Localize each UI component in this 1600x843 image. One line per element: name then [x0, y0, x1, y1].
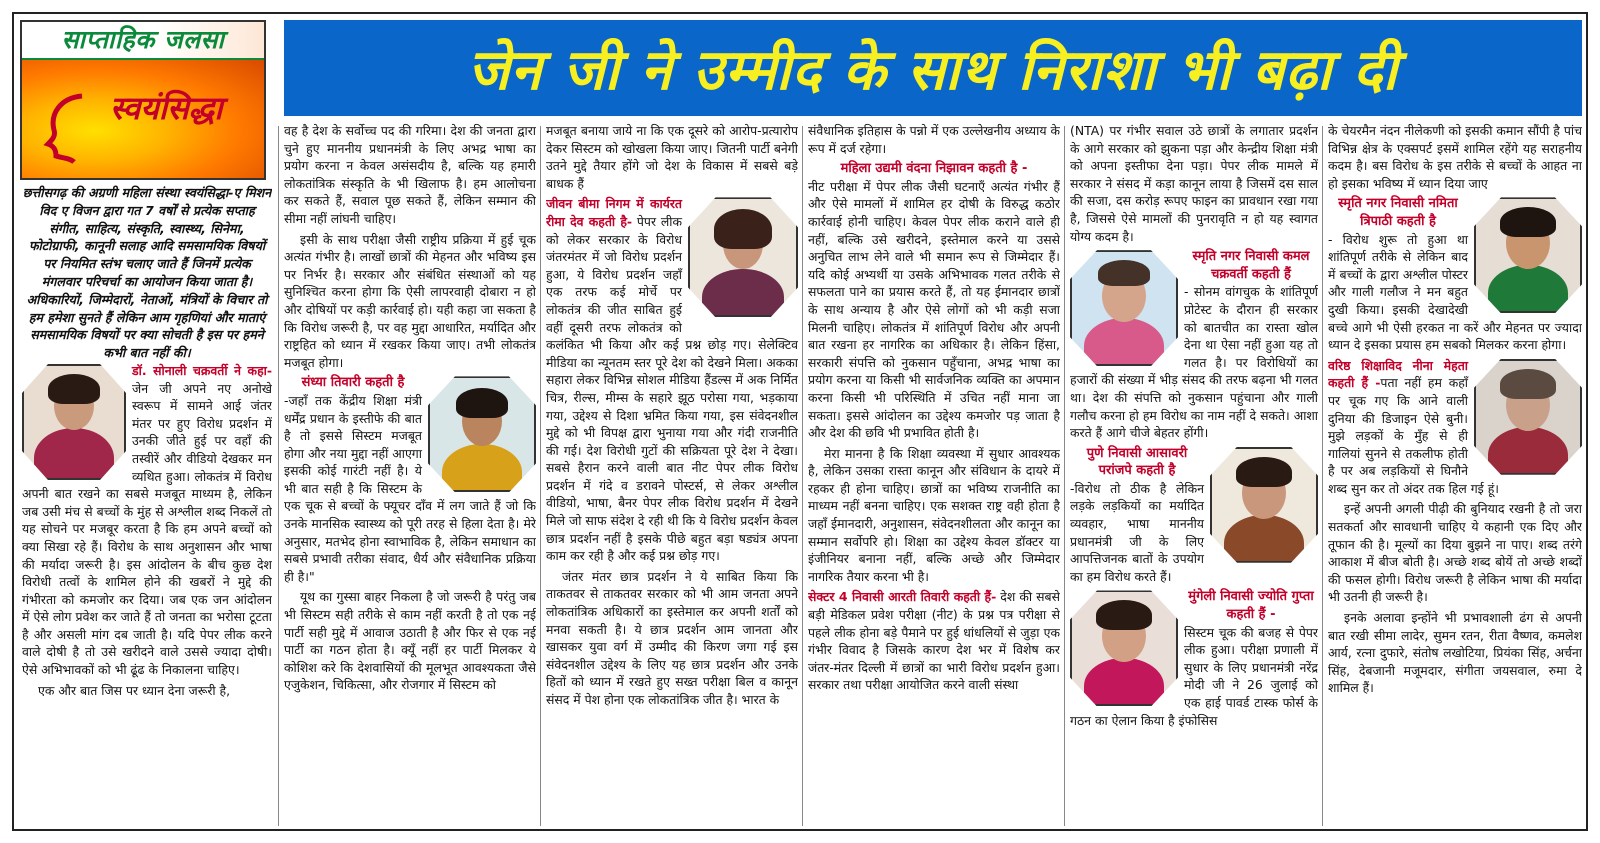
masthead-title: साप्ताहिक जलसा — [22, 22, 264, 60]
photo-namita-tripathi — [1474, 197, 1582, 313]
paragraph: के चेयरमैन नंदन नीलेकणी को इसकी कमान सौंपी है पांच विभिन्न क्षेत्र के एक्सपर्ट इसमें शामिल रहेंगे यह सराहनीय कदम है। बस विरोध के इस तरीके से बच्चों के आहत ना हो इसका भविष्य में ध्यान दिया जाए — [1328, 123, 1582, 191]
photo-reema-dev — [688, 197, 798, 317]
intro-text: छत्तीसगढ़ की अग्रणी महिला संस्था स्वयंसिद्धा-ए मिशन विद ए विजन द्वारा गत 7 वर्षों से प्रत्येक सप्ताह संगीत, साहित्य, संस्कृति, स्वास्थ्य, सिनेमा, फोटोग्राफी, कानूनी सलाह आदि समसामयिक विषयों पर नियमित स्तंभ चलाए जाते हैं जिनमें प्रत्येक मंगलवार परिचर्चा का आयोजन किया जाता है। अधिकारियों, जिम्मेदारों, नेताओं, मंत्रियों के विचार तो हम हमेशा सुनते हैं लेकिन आम गृहणियां और माताएं समसामयिक विषयों पर क्या सोचती है इस पर हमने कभी बात नहीं की। — [22, 185, 272, 361]
column-6 — [1328, 122, 1582, 824]
masthead — [20, 20, 266, 180]
column-2 — [284, 122, 536, 824]
paragraph: यूथ का गुस्सा बाहर निकला है जो जरूरी है परंतु जब भी सिस्टम सही तरीके से काम नहीं करती है तो एक नई पार्टी सही मुद्दे में आवाज उठाती है और फिर से एक नई पार्टी का गठन होता है। क्यूँ नहीं हर पार्टी मिलकर ये कोशिश करे कि देशवासियों की मूलभूत आवश्यकता जैसे एजुकेशन, चिकित्सा, और रोजगार में सिस्टम को — [284, 589, 536, 693]
paragraph: (NTA) पर गंभीर सवाल उठे छात्रों के लगातार प्रदर्शन के आगे सरकार को झुकना पड़ा और केन्द्रीय शिक्षा मंत्री को अपना इस्तीफा देना पड़ा। पेपर लीक मामले में सरकार ने संसद में कड़ा कानून लाया है जिसमें दस साल की सजा, दस करोड़ रूपए फाइन का प्रावधान रखा गया है, जिससे ऐसे मामलों की पुनरावृति न हो यह स्वागत योग्य कदम है। — [1070, 123, 1318, 244]
newspaper-page — [12, 12, 1588, 831]
paragraph: जेन जी अपने नए अनोखे स्वरूप में सामने आई जंतर मंतर पर हुए विरोध प्रदर्शन में उनकी जीते हुई पर वहाँ की तस्वीरें और वीडियो देखकर मन व्यथित हुआ। लोकतंत्र में विरोध अपनी बात रखने का सबसे मजबूत माध्यम है, लेकिन जब उसी मंच से बच्चों के मुंह से अश्लील शब्द निकलें तो यह सोचने पर मजबूर करता है कि हम अपने बच्चों को क्या सिखा रहे हैं। विरोध के साथ अनुशासन और भाषा की मर्यादा जरूरी है। इस आंदोलन के बीच कुछ देश विरोधी तत्वों के शामिल होने की खबरों ने मुद्दे की गंभीरता को कमजोर कर दिया। जब एक जन आंदोलन में ऐसे लोग प्रवेश कर जाते हैं तो जनता का भरोसा टूटता है और असली मांग दब जाती है। यदि पेपर लीक करने वाले दोषी है तो उसे खरीदने वाले उससे ज्यादा दोषी। ऐसे अभिभावकों को भी ढूंढ के निकालना चाहिए। — [22, 380, 272, 678]
column-1 — [22, 184, 272, 824]
photo-sonali-chakraborty — [22, 364, 126, 480]
paragraph: वह है देश के सर्वोच्च पद की गरिमा। देश की जनता द्वारा चुने हुए माननीय प्रधानमंत्री के लिए अभद्र भाषा का प्रयोग करना न केवल असंसदीय है, बल्कि यह हमारी लोकतांत्रिक संस्कृति के भी खिलाफ है। हम आलोचना कर सकते हैं, सवाल पूछ सकते हैं, लेकिन सम्मान की सीमा नहीं लांघनी चाहिए। — [284, 123, 536, 226]
paragraph: पता नहीं हम कहाँ पर चूक गए कि आने वाली दुनिया की डिजाइन ऐसे बुनी। मुझे लड़कों के मुँह से ही गालियां सुनने से तकलीफ होती है पर अब लड़कियों से घिनौने शब्द सुन कर तो अंदर तक हिल गई हूं। — [1328, 375, 1499, 496]
speaker-name: पुणे निवासी आसावरी परांजपे कहती है — [1086, 445, 1188, 479]
masthead-brand: स्वयंसिद्धा — [110, 89, 223, 127]
paragraph: पेपर लीक को लेकर सरकार के विरोध जंतरमंतर में जो विरोध प्रदर्शन हुआ, ये विरोध प्रदर्शन जहाँ एक तरफ कई मोर्चे पर लोकतंत्र की जीत साबित हुई वहीं दूसरी तरफ लोकतंत्र को कलंकित भी किया और कई प्रश्न छोड़ गए। सेलेक्टिव मीडिया का न्यूनतम स्तर पूरे देश को देखने मिला। अकका सहारा लेकर विभिन्न सोशल मीडिया हैंडल्स में अक निर्मित चित्र, रील्स, मीम्स के सहारे झूठ परोसा गया, भड़काया गया, उद्देश्य से दिशा भ्रमित किया गया, इस संवेदनशील मुद्दे को भी विपक्ष द्वारा भुनाया गया और गंदी राजनीति की गई। देश विरोधी गुटों की सक्रियता पूरे देश ने देखा। सबसे हैरान करने वाली बात नीट पेपर लीक विरोध प्रदर्शन में गंदे व डरावने पोस्टर्स, से लेकर अश्लील वीडियो, भाषा, बैनर पेपर लीक विरोध प्रदर्शन में देखने मिले जो साफ संदेश दे रही थी कि ये विरोध प्रदर्शन केवल छात्र प्रदर्शन नहीं है इसके पीछे बहुत बड़ा षड्यंत्र अपना काम कर रही है और कई प्रश्न छोड़ गए। — [546, 213, 798, 564]
paragraph: इन्हें अपनी अगली पीढ़ी की बुनियाद रखनी है तो जरा सतकर्ता और सावधानी चाहिए ये कहानी एक दिए और तूफान की है। मूल्यों का दिया बुझने ना पाए। शब्द तरंगे आकाश में बीज बोती है। अच्छे शब्द बोयें तो अच्छे शब्दों की फसल होगी। विरोध जरूरी है लेकिन भाषा की मर्यादा भी उतनी ही जरूरी है। — [1328, 501, 1582, 605]
paragraph: इनके अलावा इन्होंने भी प्रभावशाली ढंग से अपनी बात रखी सीमा लादेर, सुमन रतन, रीता वैष्णव, कमलेश आर्य, रत्ना दुफारे, संतोष लखोटिया, प्रियंका सिंह, अर्चना सिंह, देबजानी मजूमदार, संगीता जयसवाल, रुमा दे शामिल हैं। — [1328, 610, 1582, 696]
paragraph: -जहाँ तक केंद्रीय शिक्षा मंत्री धर्मेंद्र प्रधान के इस्तीफे की बात है तो इससे सिस्टम मजबूत होगा और नया मुद्दा नहीं आएगा इसकी कोई गारंटी नहीं है। ये भी बात सही है कि सिस्टम के एक चूक से बच्चों के फ्यूचर दाँव में लग जाते हैं जो कि उनके मानसिक स्वास्थ्य को पूरी तरह से हिला देता है। मेरे अनुसार, मतभेद होना स्वाभाविक है, लेकिन समाधान का सबसे प्रभावी तरीका संवाद, धैर्य और संवैधानिक प्रक्रिया ही है।" — [284, 392, 536, 584]
column-divider — [540, 126, 541, 826]
paragraph: संवैधानिक इतिहास के पन्नो में एक उल्लेखनीय अध्याय के रूप में दर्ज रहेगा। — [808, 123, 1060, 156]
photo-asavari-paranjape — [1210, 447, 1318, 563]
photo-sandhya-tiwari — [428, 376, 536, 492]
speaker-name: सेक्टर 4 निवासी आरती तिवारी कहती हैं- — [808, 589, 997, 605]
speaker-name: डॉ. सोनाली चक्रवर्ती ने कहा- — [132, 362, 272, 378]
paragraph: -विरोध तो ठीक है लेकिन लड़के लड़कियों का मर्यादित व्यवहार, भाषा माननीय प्रधानमंत्री जी के लिए आपत्तिजनक बातों के उपयोग का हम विरोध करते हैं। — [1070, 480, 1204, 584]
paragraph: जंतर मंतर छात्र प्रदर्शन ने ये साबित किया कि ताकतवर से ताकतवर सरकार को भी आम जनता अपने लोकतांत्रिक अधिकारों का इस्तेमाल कर अपनी शर्तों को मनवा सकती है। ये छात्र प्रदर्शन आम जानता और खासकर युवा वर्ग में उम्मीद की किरण जगा गई इस संवेदनशील उद्देश्य के लिए यह छात्र प्रदर्शन और उनके हितों को ध्यान में रखते हुए सख्त परीक्षा बिल व कानून संसद में पेश होना एक लोकतांत्रिक जीत है। भारत के — [546, 568, 798, 707]
speaker-name: मुंगेली निवासी ज्योति गुप्ता कहती हैं - — [1188, 589, 1314, 623]
column-divider — [1322, 126, 1323, 826]
column-4 — [808, 122, 1060, 824]
speaker-name: जीवन बीमा निगम में कार्यरत रीमा देव कहती है- — [546, 196, 682, 229]
paragraph: इसी के साथ परीक्षा जैसी राष्ट्रीय प्रक्रिया में हुई चूक अत्यंत गंभीर है। लाखों छात्रों की मेहनत और भविष्य इस पर निर्भर है। सरकार और संबंधित संस्थाओं को यह सुनिश्चित करना होगा कि ऐसी लापरवाही दोबारा न हो और दोषियों पर कड़ी कार्रवाई हो। यही कहा जा सकता है कि विरोध जरूरी है, पर वह मुद्दा आधारित, मर्यादित और राष्ट्रहित को ध्यान में रखकर किया जाए। तभी लोकतंत्र मजबूत होगा। — [284, 231, 536, 370]
headline: जेन जी ने उम्मीद के साथ निराशा भी बढ़ा दी — [467, 38, 1399, 103]
column-divider — [1064, 126, 1065, 826]
paragraph: देश की सबसे बड़ी मेडिकल प्रवेश परीक्षा (नीट) के प्रश्न पत्र परीक्षा से पहले लीक होना बड़े पैमाने पर हुई धांधलियों से जुड़ा एक गंभीर विवाद है जिसके कारण देश भर में विशेष कर जंतर-मंतर दिल्ली में छात्रों का भारी विरोध प्रदर्शन हुआ। सरकार तथा परीक्षा आयोजित करने वाली संस्था — [808, 589, 1060, 693]
column-5 — [1070, 122, 1318, 824]
speaker-name: महिला उद्यमी वंदना निझावन कहती है - — [840, 161, 1028, 177]
photo-jyoti-gupta — [1070, 590, 1178, 706]
paragraph: मेरा मानना है कि शिक्षा व्यवस्था में सुधार आवश्यक है, लेकिन उसका रास्ता कानून और संविधान के दायरे में रहकर ही होना चाहिए। छात्रों का भविष्य राजनीति का माध्यम नहीं बनना चाहिए। एक सशक्त राष्ट्र वही होता है जहाँ ईमानदारी, अनुशासन, संवेदनशीलता और कानून का सम्मान सर्वोपरि हो। शिक्षा का उद्देश्य केवल डॉक्टर या इंजीनियर बनाना नहीं, बल्कि अच्छे और जिम्मेदार नागरिक तैयार करना भी है। — [808, 445, 1060, 584]
paragraph: - सोनम वांगचुक के शांतिपूर्ण प्रोटेस्ट के दौरान ही सरकार को बातचीत का रास्ता खोल देना था ऐसा नहीं हुआ यह तो गलत है। पर विरोधियों का हजारों की संख्या में भीड़ संसद की तरफ बढ़ना भी गलत था। देश की संपत्ति को नुकसान पहुंचाना और गाली गलौच करना हो हम विरोध का नाम नहीं दे सकते। आशा करते हैं आगे चीजे बेहतर होंगी। — [1070, 284, 1318, 441]
column-3 — [546, 122, 798, 824]
speaker-name: स्मृति नगर निवासी नमिता त्रिपाठी कहती है — [1338, 196, 1458, 229]
column-divider — [802, 126, 803, 826]
column-divider — [278, 126, 279, 826]
photo-kamal-chakraborty — [1070, 250, 1178, 366]
speaker-name: वरिष्ठ शिक्षाविद नीना मेहता कहती हैं - — [1328, 357, 1468, 391]
paragraph: - विरोध शुरू तो हुआ था शांतिपूर्ण तरीके से लेकिन बाद में बच्चों के द्वारा अश्लील पोस्टर और गाली गलौज ने मन बहुत दुखी किया। इसकी देखादेखी बच्चे आगे भी ऐसी हरकत ना करें और मेहनत पर ज्यादा ध्यान दे इसका प्रयास हम सबको मिलकर करना होगा। — [1328, 231, 1582, 353]
paragraph: सिस्टम चूक की बजह से पेपर लीक हुआ। परीक्षा प्रणाली में सुधार के लिए प्रधानमंत्री नरेंद्र मोदी जी ने 26 जुलाई को एक हाई पावर्ड टास्क फोर्स के गठन का ऐलान किया है इंफोसिस — [1070, 624, 1318, 728]
speaker-name: संध्या तिवारी कहती है — [301, 375, 405, 391]
speaker-name: स्मृति नगर निवासी कमल चक्रवर्ती कहती हैं — [1192, 249, 1310, 282]
face-profile-icon — [42, 92, 98, 164]
paragraph: मजबूत बनाया जाये ना कि एक दूसरे को आरोप-प्रत्यारोप देकर सिस्टम को खोखला किया जाए। जितनी पार्टी बनेगी उतने मुद्दे तैयार होंगे जो देश के विकास में सबसे बड़े बाधक हैं — [546, 123, 798, 191]
paragraph: नीट परीक्षा में पेपर लीक जैसी घटनाएँ अत्यंत गंभीर हैं और ऐसे मामलों में शामिल हर दोषी के विरुद्ध कठोर कार्रवाई होनी चाहिए। केवल पेपर लीक कराने वाले ही नहीं, बल्कि उसे खरीदने, इस्तेमाल करने या उससे अनुचित लाभ लेने वाले भी समान रूप से जिम्मेदार हैं। यदि कोई अभ्यर्थी या उसके अभिभावक गलत तरीके से सफलता पाने का प्रयास करते हैं, तो यह ईमानदार छात्रों के साथ अन्याय है और ऐसे लोगों को भी कड़ी सजा मिलनी चाहिए। लोकतंत्र में शांतिपूर्ण विरोध और अपनी बात रखना हर नागरिक का अधिकार है। लेकिन हिंसा, सरकारी संपत्ति को नुकसान पहुँचाना, अभद्र भाषा का प्रयोग करना या किसी भी सार्वजनिक व्यक्ति का अपमान करना किसी भी परिस्थिति में उचित नहीं माना जा सकता। इससे आंदोलन का उद्देश्य कमजोर पड़ जाता है और देश की छवि भी प्रभावित होती है। — [808, 178, 1060, 441]
paragraph: एक और बात जिस पर ध्यान देना जरूरी है, — [38, 682, 231, 698]
headline-banner — [284, 20, 1582, 116]
photo-neena-mehta — [1474, 359, 1582, 475]
